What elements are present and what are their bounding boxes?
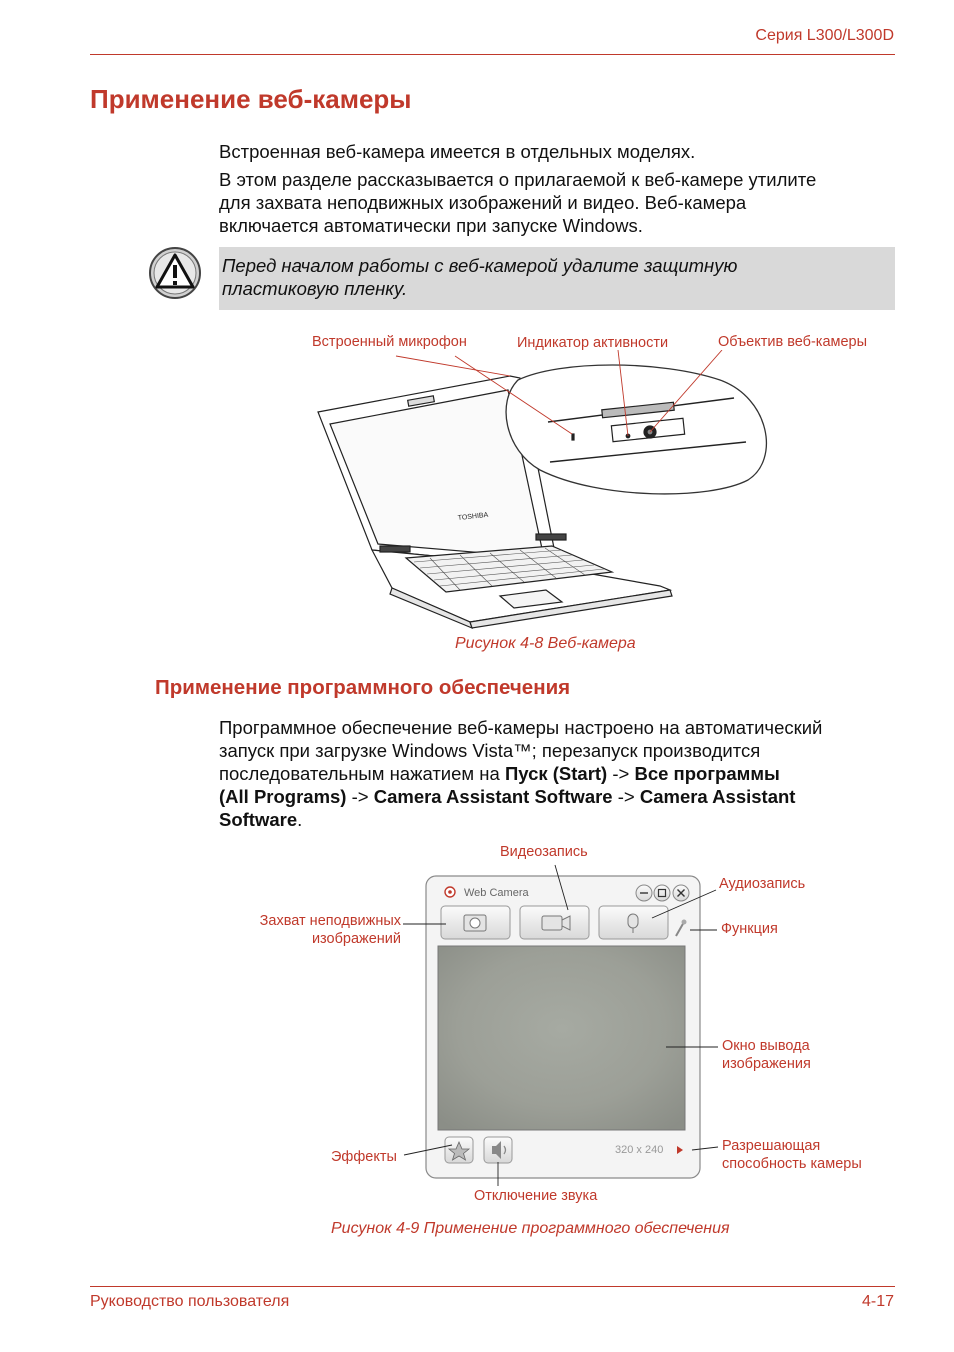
arrow-text: -> bbox=[612, 786, 640, 807]
maximize-button[interactable] bbox=[654, 885, 670, 901]
note-line: пластиковую пленку. bbox=[222, 278, 408, 299]
label-still-capture bbox=[226, 912, 401, 948]
label-effects: Эффекты bbox=[331, 1149, 397, 1165]
figure-1-caption: Рисунок 4-8 Веб-камера bbox=[455, 635, 636, 652]
para-line: Программное обеспечение веб-камеры настроено на автоматический bbox=[219, 717, 823, 738]
image-view-window bbox=[438, 946, 685, 1130]
para-text: последовательным нажатием на bbox=[219, 763, 505, 784]
label-line: изображения bbox=[722, 1056, 811, 1072]
video-record-button[interactable] bbox=[520, 906, 589, 939]
label-mute: Отключение звука bbox=[474, 1188, 598, 1204]
header-rule bbox=[90, 54, 895, 55]
label-microphone: Встроенный микрофон bbox=[312, 334, 467, 350]
label-function: Функция bbox=[721, 921, 778, 937]
warning-icon bbox=[148, 246, 202, 300]
note-line: Перед началом работы с веб-камерой удалите защитную bbox=[222, 255, 738, 276]
all-programs-term: Все программы bbox=[634, 763, 780, 784]
label-camera-lens: Объектив веб-камеры bbox=[718, 334, 868, 350]
still-capture-button[interactable] bbox=[441, 906, 510, 939]
label-line: Окно вывода bbox=[722, 1038, 810, 1054]
effects-button[interactable] bbox=[445, 1137, 473, 1163]
arrow-text: -> bbox=[346, 786, 374, 807]
audio-record-button[interactable] bbox=[599, 906, 668, 939]
close-button[interactable] bbox=[673, 885, 689, 901]
brand-logo: TOSHIBA bbox=[457, 511, 489, 522]
arrow-text: -> bbox=[607, 763, 635, 784]
label-resolution bbox=[722, 1137, 862, 1173]
start-menu-term: Пуск (Start) bbox=[504, 763, 608, 784]
minimize-button[interactable] bbox=[636, 885, 652, 901]
window-title: Web Camera bbox=[464, 887, 529, 899]
camera-assistant-term: Camera Assistant Software bbox=[373, 786, 613, 807]
section-paragraph bbox=[219, 716, 895, 831]
label-activity-indicator: Индикатор активности bbox=[517, 335, 669, 351]
para-line bbox=[219, 762, 895, 785]
footer-title: Руководство пользователя bbox=[90, 1293, 290, 1310]
running-header: Серия L300/L300D bbox=[755, 27, 894, 44]
page-title: Применение веб-камеры bbox=[90, 84, 412, 114]
camera-assistant-term: Camera Assistant bbox=[639, 786, 796, 807]
label-audio-record: Аудиозапись bbox=[719, 876, 806, 892]
para-line bbox=[219, 808, 895, 831]
label-line: Захват неподвижных bbox=[259, 913, 401, 929]
page-number: 4-17 bbox=[861, 1293, 894, 1310]
section-title: Применение программного обеспечения bbox=[155, 676, 571, 699]
label-view-window bbox=[722, 1037, 811, 1073]
mute-button[interactable] bbox=[484, 1137, 512, 1163]
warning-note-text bbox=[222, 254, 882, 300]
webcam-window-illustration bbox=[420, 870, 710, 1186]
intro-paragraph-1: Встроенная веб-камера имеется в отдельных моделях. bbox=[219, 141, 696, 162]
figure-2-caption: Рисунок 4-9 Применение программного обеспечения bbox=[331, 1220, 730, 1237]
label-line: изображений bbox=[311, 931, 401, 947]
para-line: запуск при загрузке Windows Vista™; перезапуск производится bbox=[219, 740, 761, 761]
intro-line: В этом разделе рассказывается о прилагаемой к веб-камере утилите bbox=[219, 169, 817, 190]
label-video-record: Видеозапись bbox=[500, 844, 588, 860]
label-line: Разрешающая bbox=[722, 1138, 821, 1154]
laptop-illustration bbox=[300, 350, 790, 630]
label-line: способность камеры bbox=[722, 1156, 862, 1172]
footer-rule bbox=[90, 1286, 895, 1287]
period-text: . bbox=[297, 809, 303, 830]
resolution-value: 320 x 240 bbox=[615, 1144, 664, 1156]
para-line bbox=[219, 785, 895, 808]
video-camera-icon bbox=[542, 916, 562, 930]
camera-assistant-term: Software bbox=[219, 809, 298, 830]
intro-line: для захвата неподвижных изображений и видео. Веб-камера bbox=[219, 192, 747, 213]
all-programs-term-en: (All Programs) bbox=[219, 786, 347, 807]
intro-paragraph-2 bbox=[219, 168, 895, 237]
intro-line: включается автоматически при запуске Windows. bbox=[219, 215, 643, 236]
microphone-icon bbox=[628, 914, 638, 928]
